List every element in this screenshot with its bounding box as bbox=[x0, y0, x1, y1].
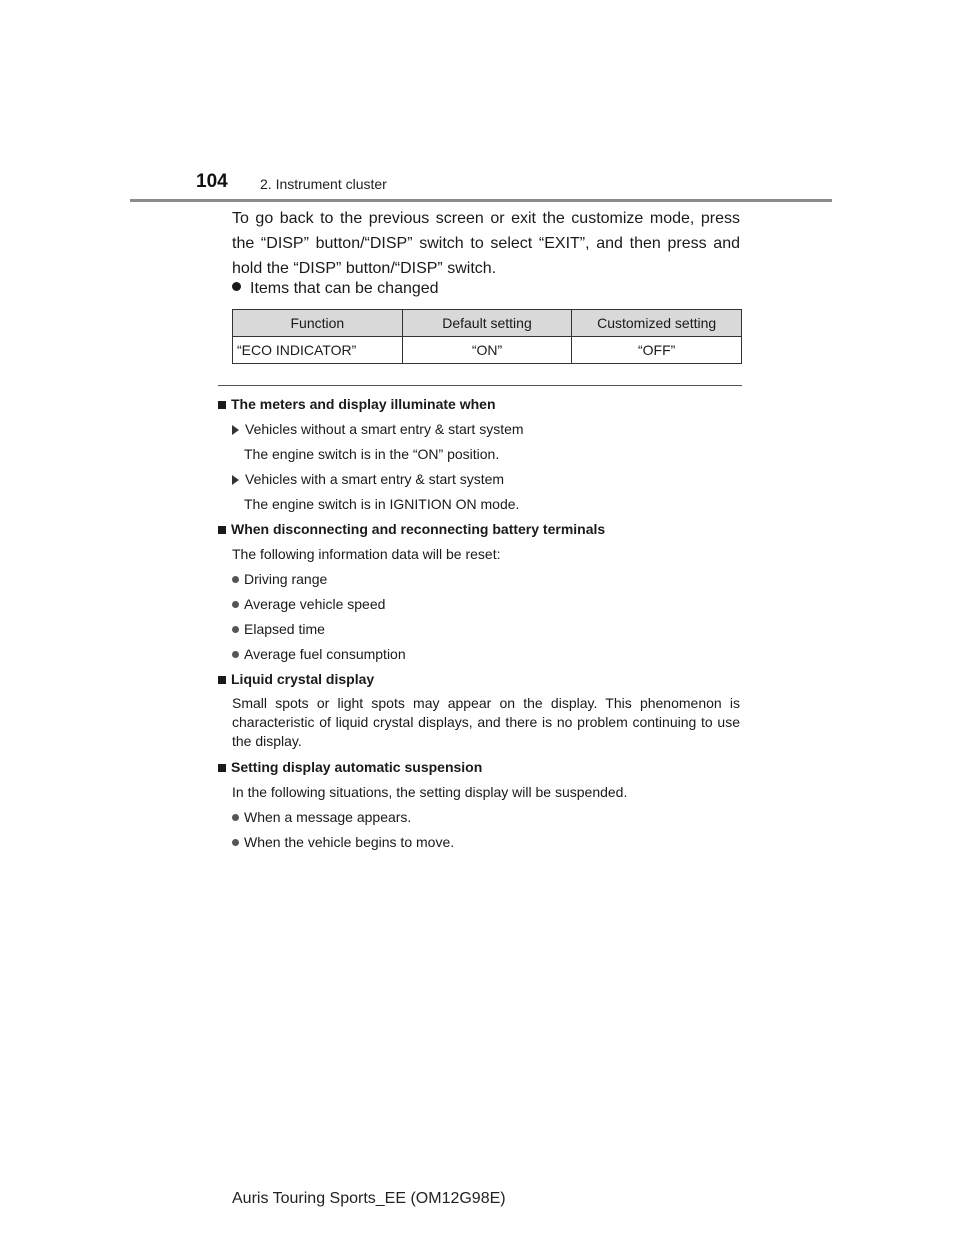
note-heading-illuminate bbox=[218, 392, 740, 417]
bullet-icon bbox=[232, 282, 241, 291]
list-item-label: Elapsed time bbox=[244, 621, 325, 637]
list-item bbox=[232, 805, 740, 830]
table-header-default: Default setting bbox=[402, 310, 572, 337]
note-heading-label: Liquid crystal display bbox=[231, 671, 375, 687]
bullet-icon bbox=[232, 651, 239, 658]
table-header-function: Function bbox=[233, 310, 403, 337]
note-heading-label: Setting display automatic suspension bbox=[231, 759, 483, 775]
table-cell-customized: “OFF” bbox=[572, 337, 742, 364]
sub-heading-label: Vehicles with a smart entry & start system bbox=[245, 471, 505, 487]
note-heading-label: When disconnecting and reconnecting battery terminals bbox=[231, 521, 606, 537]
list-item bbox=[232, 617, 740, 642]
table-cell-default: “ON” bbox=[402, 337, 572, 364]
table-row bbox=[233, 337, 742, 364]
suspension-text: In the following situations, the setting display will be suspended. bbox=[232, 784, 628, 800]
list-item bbox=[232, 592, 740, 617]
header-divider bbox=[130, 199, 832, 202]
sub-heading-label: Vehicles without a smart entry & start system bbox=[245, 421, 524, 437]
bullet-icon bbox=[232, 814, 239, 821]
square-bullet-icon bbox=[218, 526, 226, 534]
sub-heading-with-smart-entry bbox=[232, 467, 740, 492]
list-item-label: Driving range bbox=[244, 571, 328, 587]
note-heading-label: The meters and display illuminate when bbox=[231, 396, 496, 412]
items-heading bbox=[232, 278, 439, 300]
list-item bbox=[232, 830, 740, 855]
sub-text-without-smart-entry: The engine switch is in the “ON” position. bbox=[244, 446, 500, 462]
notes-section bbox=[218, 392, 740, 855]
triangle-bullet-icon bbox=[232, 425, 239, 435]
table-header-customized: Customized setting bbox=[572, 310, 742, 337]
page-number: 104 bbox=[196, 171, 228, 192]
intro-paragraph: To go back to the previous screen or exit the customize mode, press the “DISP” button/“DISP” switch to select “EXIT”, and then press and hold the “DISP” button/“DISP” switch. bbox=[232, 210, 740, 277]
square-bullet-icon bbox=[218, 764, 226, 772]
settings-table bbox=[232, 309, 742, 364]
note-heading-lcd bbox=[218, 667, 740, 692]
bullet-icon bbox=[232, 626, 239, 633]
notes-divider bbox=[218, 385, 742, 386]
sub-heading-without-smart-entry bbox=[232, 417, 740, 442]
square-bullet-icon bbox=[218, 401, 226, 409]
lcd-text: Small spots or light spots may appear on the display. This phenomenon is characteristic of liquid crystal displays, and there is no problem continuing to use the display. bbox=[232, 695, 740, 749]
list-item-label: Average vehicle speed bbox=[244, 596, 386, 612]
list-item-label: When the vehicle begins to move. bbox=[244, 834, 455, 850]
table-header-row bbox=[233, 310, 742, 337]
list-item-label: Average fuel consumption bbox=[244, 646, 406, 662]
list-item bbox=[232, 642, 740, 667]
list-item bbox=[232, 567, 740, 592]
footer-manual-title: Auris Touring Sports_EE (OM12G98E) bbox=[232, 1190, 506, 1207]
note-heading-suspension bbox=[218, 755, 740, 780]
triangle-bullet-icon bbox=[232, 475, 239, 485]
bullet-icon bbox=[232, 839, 239, 846]
table-cell-function: “ECO INDICATOR” bbox=[233, 337, 403, 364]
list-item-label: When a message appears. bbox=[244, 809, 412, 825]
bullet-icon bbox=[232, 601, 239, 608]
battery-text: The following information data will be reset: bbox=[232, 546, 501, 562]
section-title: 2. Instrument cluster bbox=[260, 176, 387, 192]
note-heading-battery bbox=[218, 517, 740, 542]
items-heading-label: Items that can be changed bbox=[250, 280, 439, 297]
square-bullet-icon bbox=[218, 676, 226, 684]
sub-text-with-smart-entry: The engine switch is in IGNITION ON mode. bbox=[244, 496, 520, 512]
bullet-icon bbox=[232, 576, 239, 583]
